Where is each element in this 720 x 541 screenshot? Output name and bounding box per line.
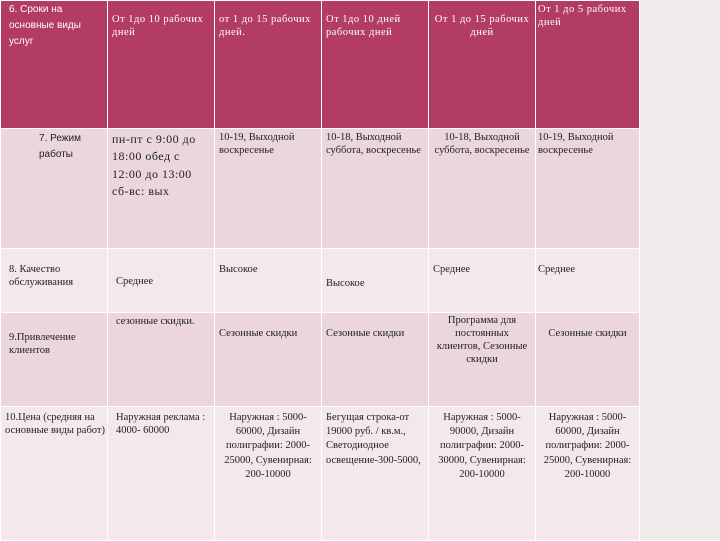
table-row [1,313,640,407]
side-strip [639,0,720,540]
table-cell [536,249,640,313]
cell-text: 10-19, Выходной воскресенье [538,132,614,157]
table-cell [322,407,429,541]
row-label-price: 10.Цена (средняя на основные виды работ) [5,412,106,437]
cell-text: сезонные скидки. [116,316,195,327]
cell-text: пн-пт с 9:00 до 18:00 обед с 12:00 до 13:00 сб-вс: вых [112,132,196,199]
table-cell [536,1,640,129]
table-cell [429,249,536,313]
cell-text: Среднее [116,276,154,287]
cell-text: Наружная : 5000-90000, Дизайн полиграфии: 2000-30000, Сувенирная: 200-10000 [438,412,526,480]
table-row [1,129,640,249]
table-cell [536,407,640,541]
cell-text: От 1 до 5 рабочих дней [538,4,627,29]
cell-text: 10-19, Выходной воскресенье [219,132,295,157]
cell-text: От 1до 10 дней рабочих дней [326,14,401,39]
cell-text: Наружная : 5000-60000, Дизайн полиграфии: 2000-25000, Сувенирная: 200-10000 [224,412,312,480]
table-cell [429,313,536,407]
cell-text: 10-18, Выходной суббота, воскресенье [326,132,421,157]
table-cell [108,407,215,541]
cell-text: Программа для постоянных клиентов, Сезонные скидки [436,315,528,366]
row-label-hours: 7. Режим работы [39,133,81,160]
row-label-terms: 6. Сроки на основные виды услуг [9,4,81,47]
table-row [1,249,640,313]
cell-text: Наружная реклама : 4000- 60000 [116,412,206,437]
cell-text: Сезонные скидки [548,328,627,339]
table-cell [322,129,429,249]
cell-text: Среднее [538,264,576,275]
cell-text: Сезонные скидки [326,328,405,339]
cell-text: Сезонные скидки [219,328,298,339]
table-row [1,407,640,541]
row-label-cell [1,1,108,129]
table-cell [215,407,322,541]
row-label-quality: 8. Качество обслуживания [9,264,74,289]
row-label-cell [1,313,108,407]
row-label-cell [1,407,108,541]
table-cell [322,1,429,129]
cell-text: Бегущая строка-от 19000 руб. / кв.м., Светодиодное освещение-300-5000, [326,412,421,466]
table-cell [215,313,322,407]
row-label-attraction: 9.Привлечение клиентов [9,332,76,357]
table-cell [429,407,536,541]
cell-text: 10-18, Выходной суббота, воскресенье [434,132,530,157]
row-label-cell [1,129,108,249]
table-cell [108,1,215,129]
table-cell [108,313,215,407]
table-cell [215,1,322,129]
cell-text: Высокое [219,264,258,275]
cell-text: Высокое [326,278,365,289]
table-row [1,1,640,129]
table-cell [108,249,215,313]
table-cell [322,249,429,313]
cell-text: От 1до 10 рабочих дней [112,14,204,39]
table-cell [429,129,536,249]
table-cell [108,129,215,249]
table-cell [536,313,640,407]
row-label-cell [1,249,108,313]
table-cell [215,249,322,313]
table-cell [215,129,322,249]
cell-text: Среднее [433,264,471,275]
table-cell [536,129,640,249]
cell-text: Наружная : 5000-60000, Дизайн полиграфии: 2000-25000, Сувенирная: 200-10000 [543,412,632,480]
table-cell [429,1,536,129]
cell-text: От 1 до 15 рабочих дней [434,14,530,39]
cell-text: от 1 до 15 рабочих дней. [219,14,311,39]
table-cell [322,313,429,407]
